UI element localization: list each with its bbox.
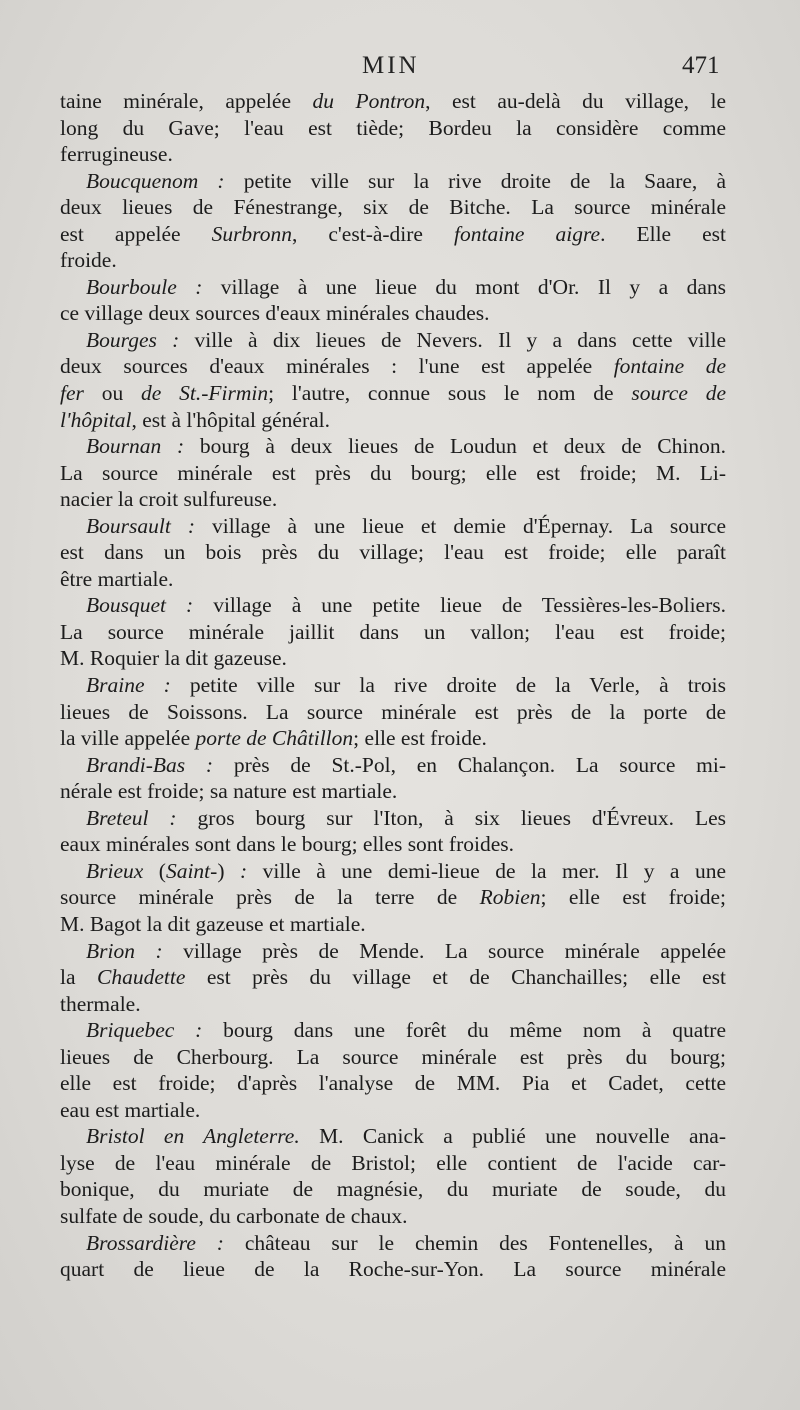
text-line xyxy=(60,486,726,513)
text-line xyxy=(60,327,726,354)
text-line xyxy=(60,752,726,779)
italic-text-run: Briquebec : xyxy=(86,1018,203,1043)
text-run: ville à une demi-lieue de la mer. Il y a une xyxy=(247,858,726,883)
text-run: la xyxy=(60,965,97,990)
text-line xyxy=(60,194,726,221)
text-run: eaux minérales sont dans le bourg; elles sont froides. xyxy=(60,832,514,857)
italic-text-run: Bourges : xyxy=(86,327,180,352)
text-run: lieues de Cherbourg. La source minérale est près du bourg; xyxy=(60,1044,726,1069)
text-run: ; elle est froide; xyxy=(540,885,726,910)
italic-text-run: Bourboule : xyxy=(86,274,203,299)
italic-text-run: Brieux xyxy=(86,858,144,883)
text-line xyxy=(60,1256,726,1283)
text-line xyxy=(60,1097,726,1124)
text-line xyxy=(60,353,726,380)
text-line xyxy=(60,805,726,832)
italic-text-run: du Pontron xyxy=(312,89,426,113)
text-run: lieues de Soissons. La source minérale est près de la porte de xyxy=(60,699,726,724)
text-run: bourg à deux lieues de Loudun et deux de Chinon. xyxy=(184,434,726,459)
italic-text-run: porte de Châtillon xyxy=(195,726,354,751)
text-line xyxy=(60,1150,726,1177)
italic-text-run: de St.-Firmin xyxy=(141,381,269,406)
text-line xyxy=(60,831,726,858)
body-text xyxy=(60,88,726,1283)
text-line xyxy=(60,725,726,752)
text-run: M. Canick a publié une nouvelle ana- xyxy=(299,1124,726,1149)
text-run: deux sources d'eaux minérales : l'une est appelée xyxy=(60,354,614,379)
text-run: ferrugineuse. xyxy=(60,142,173,167)
text-run: lyse de l'eau minérale de Bristol; elle contient de l'acide car- xyxy=(60,1150,726,1175)
text-run: est près du village et de Chanchailles; elle est xyxy=(185,965,726,990)
italic-text-run: Bournan : xyxy=(86,434,185,459)
italic-text-run: Surbronn xyxy=(211,221,292,246)
text-run: village à une petite lieue de Tessières-les-Boliers. xyxy=(193,593,726,618)
page-number: 471 xyxy=(682,52,720,79)
text-run: , c'est-à-dire xyxy=(292,221,454,246)
text-line xyxy=(60,513,726,540)
text-run: ; elle est froide. xyxy=(353,726,487,751)
text-line xyxy=(60,1044,726,1071)
text-run: château sur le chemin des Fontenelles, à un xyxy=(223,1230,726,1255)
italic-text-run: Bousquet : xyxy=(86,593,194,618)
text-run: près de St.-Pol, en Chalançon. La source mi- xyxy=(213,752,726,777)
text-line xyxy=(60,141,726,168)
text-line xyxy=(60,380,726,407)
text-run: village à une lieue et demie d'Épernay. La source xyxy=(194,513,726,538)
text-run: La source minérale jaillit dans un vallon; l'eau est froide; xyxy=(60,619,726,644)
text-line xyxy=(60,221,726,248)
italic-text-run: Brossardière : xyxy=(86,1230,224,1255)
text-line xyxy=(60,300,726,327)
running-head xyxy=(0,52,800,92)
text-line xyxy=(60,433,726,460)
text-line xyxy=(60,407,726,434)
text-run: la ville appelée xyxy=(60,726,196,751)
text-line xyxy=(60,619,726,646)
text-line xyxy=(60,964,726,991)
text-line xyxy=(60,778,726,805)
text-run: source minérale près de la terre de xyxy=(60,885,480,910)
text-line xyxy=(60,247,726,274)
text-run: petite ville sur la rive droite de la Saare, à xyxy=(224,168,726,193)
text-line xyxy=(60,460,726,487)
italic-text-run: Breteul : xyxy=(86,805,177,830)
italic-text-run: fontaine de xyxy=(613,354,726,379)
text-line xyxy=(60,911,726,938)
text-run: thermale. xyxy=(60,991,141,1016)
text-run: ; l'autre, connue sous le nom de xyxy=(268,381,632,406)
text-run: est appelée xyxy=(60,221,212,246)
text-line xyxy=(60,592,726,619)
text-line xyxy=(60,1176,726,1203)
italic-text-run: Bristol en Angleterre. xyxy=(86,1124,300,1149)
text-run: froide. xyxy=(60,248,117,273)
text-run: nérale est froide; sa nature est martiale. xyxy=(60,779,398,804)
text-line xyxy=(60,938,726,965)
text-run: ( xyxy=(143,858,166,883)
text-run: eau est martiale. xyxy=(60,1097,201,1122)
text-run: nacier la croit sulfureuse. xyxy=(60,487,278,512)
text-run: ce village deux sources d'eaux minérales chaudes. xyxy=(60,301,490,326)
text-line xyxy=(60,566,726,593)
text-run: deux lieues de Fénestrange, six de Bitche. La source minérale xyxy=(60,195,726,220)
italic-text-run: l'hôpital xyxy=(60,407,132,432)
italic-text-run: Boucquenom : xyxy=(86,168,225,193)
text-run: sulfate de soude, du carbonate de chaux. xyxy=(60,1203,408,1228)
text-line xyxy=(60,539,726,566)
italic-text-run: Braine : xyxy=(86,673,171,698)
running-head-title: MIN xyxy=(362,52,420,79)
text-run: M. Roquier la dit gazeuse. xyxy=(60,646,287,671)
italic-text-run: Saint- xyxy=(165,858,218,883)
text-line xyxy=(60,115,726,142)
text-run: . Elle est xyxy=(600,221,726,246)
italic-text-run: Robien xyxy=(479,885,541,910)
text-line xyxy=(60,1070,726,1097)
text-line xyxy=(60,1123,726,1150)
text-run: bonique, du muriate de magnésie, du muriate de soude, du xyxy=(60,1177,726,1202)
text-line xyxy=(60,645,726,672)
text-run: , est à l'hôpital général. xyxy=(131,407,330,432)
text-run: , est au-delà du village, le xyxy=(425,89,726,113)
text-line xyxy=(60,1230,726,1257)
italic-text-run: Brion : xyxy=(86,938,163,963)
text-line xyxy=(60,1203,726,1230)
text-line xyxy=(60,168,726,195)
text-run: village à une lieue du mont d'Or. Il y a dans xyxy=(202,274,726,299)
italic-text-run: Chaudette xyxy=(96,965,186,990)
text-run: ou xyxy=(83,381,142,406)
text-run: gros bourg sur l'Iton, à six lieues d'Évreux. Les xyxy=(176,805,726,830)
text-run: taine minérale, appelée xyxy=(60,89,313,113)
text-line xyxy=(60,991,726,1018)
text-run: M. Bagot la dit gazeuse et martiale. xyxy=(60,911,366,936)
text-line xyxy=(60,672,726,699)
text-line xyxy=(60,884,726,911)
text-run: quart de lieue de la Roche-sur-Yon. La source minérale xyxy=(60,1257,726,1282)
text-run: être martiale. xyxy=(60,566,174,591)
text-line xyxy=(60,858,726,885)
text-line xyxy=(60,274,726,301)
italic-text-run: source de xyxy=(631,381,726,406)
text-line xyxy=(60,1017,726,1044)
italic-text-run: : xyxy=(239,858,248,883)
italic-text-run: fer xyxy=(60,381,84,406)
text-run: petite ville sur la rive droite de la Verle, à trois xyxy=(170,673,726,698)
text-line xyxy=(60,699,726,726)
text-run: est dans un bois près du village; l'eau est froide; elle paraît xyxy=(60,540,726,565)
italic-text-run: Brandi-Bas : xyxy=(86,752,214,777)
text-run: long du Gave; l'eau est tiède; Bordeu la considère comme xyxy=(60,115,726,140)
italic-text-run: fontaine aigre xyxy=(454,221,601,246)
text-run: La source minérale est près du bourg; elle est froide; M. Li- xyxy=(60,460,726,485)
text-run: elle est froide; d'après l'analyse de MM. Pia et Cadet, cette xyxy=(60,1071,726,1096)
text-run: ville à dix lieues de Nevers. Il y a dans cette ville xyxy=(179,327,726,352)
text-run: ) xyxy=(217,858,240,883)
text-run: bourg dans une forêt du même nom à quatre xyxy=(202,1018,726,1043)
text-run: village près de Mende. La source minérale appelée xyxy=(162,938,726,963)
text-line xyxy=(60,88,726,115)
italic-text-run: Boursault : xyxy=(86,513,195,538)
